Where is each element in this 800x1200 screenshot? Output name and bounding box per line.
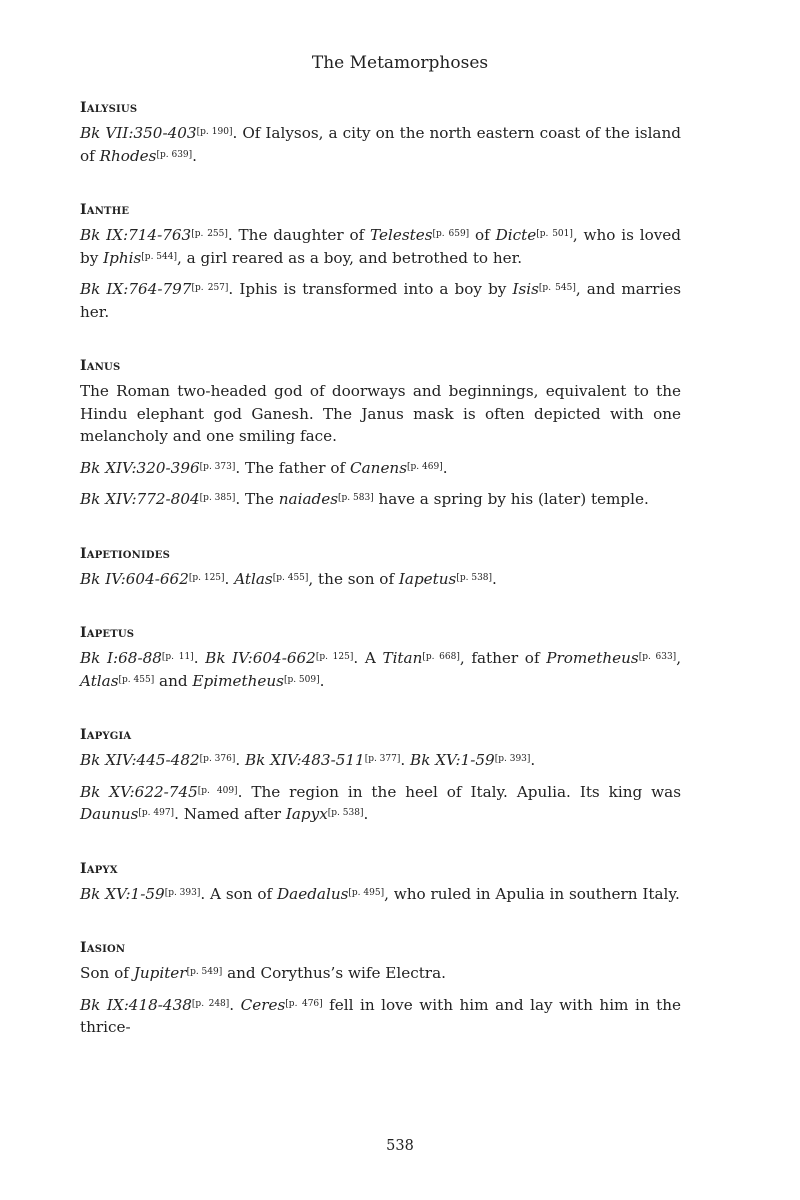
page-reference[interactable]: [p. 409] — [197, 785, 238, 796]
body-text: fell in love with him and lay with him in the thrice- — [80, 995, 681, 1036]
glossary-entry — [80, 727, 681, 826]
reference-term[interactable]: Bk XIV:483-511 — [245, 751, 365, 769]
reference-term[interactable]: Dicte — [495, 226, 537, 244]
reference-term[interactable]: Canens — [349, 458, 408, 477]
page-reference[interactable]: [p. 544] — [141, 251, 177, 262]
entry-paragraph — [80, 994, 681, 1039]
body-text: . — [193, 649, 206, 667]
glossary-entry — [80, 625, 681, 692]
reference-term[interactable]: Bk IX:714-763 — [80, 226, 192, 244]
entry-heading: Ianthe — [80, 202, 130, 218]
body-text: . The daughter of — [227, 226, 371, 244]
reference-term[interactable]: Bk IX:418-438 — [80, 995, 192, 1014]
entry-heading: Iasion — [80, 940, 126, 956]
reference-term[interactable]: Daunus — [80, 805, 139, 823]
body-text: of — [469, 226, 496, 244]
page-reference[interactable]: [p. 659] — [432, 229, 470, 239]
body-text: , who is loved by — [80, 226, 682, 267]
body-text: . The — [235, 490, 279, 508]
reference-term[interactable]: Daedalus — [276, 884, 349, 903]
page-reference[interactable]: [p. 257] — [191, 283, 229, 293]
body-text: and — [154, 671, 193, 690]
reference-term[interactable]: Bk XV:622-745 — [80, 782, 198, 801]
body-text: . — [442, 458, 448, 477]
entry-heading: Iapygia — [80, 727, 132, 743]
entry-heading: Iapetionides — [80, 545, 171, 562]
page-reference[interactable]: [p. 633] — [638, 652, 677, 662]
glossary-entry — [80, 100, 681, 167]
body-text: , the son of — [308, 569, 399, 588]
page-reference[interactable]: [p. 11] — [161, 652, 194, 662]
page-reference[interactable]: [p. 538] — [456, 572, 493, 583]
reference-term[interactable]: Iapetus — [398, 569, 457, 588]
page-reference[interactable]: [p. 501] — [536, 229, 573, 239]
body-text: . A — [353, 649, 383, 667]
reference-term[interactable]: Bk XIV:320-396 — [80, 458, 200, 477]
reference-term[interactable]: Bk XIV:445-482 — [80, 751, 200, 769]
page-reference[interactable]: [p. 393] — [164, 887, 201, 898]
page-reference[interactable]: [p. 549] — [186, 967, 223, 977]
body-text: . — [530, 751, 536, 769]
reference-term[interactable]: Titan — [382, 649, 423, 667]
body-text: , who ruled in Apulia in southern Italy. — [384, 884, 680, 903]
page-reference[interactable]: [p. 248] — [191, 998, 230, 1009]
body-text: . — [192, 146, 197, 165]
body-text: have a spring by his (later) temple. — [373, 490, 649, 508]
reference-term[interactable]: Bk XV:1-59 — [410, 751, 495, 769]
reference-term[interactable]: Bk I:68-88 — [80, 649, 162, 667]
reference-term[interactable]: Rhodes — [99, 146, 157, 165]
reference-term[interactable]: Atlas — [234, 569, 273, 588]
entry-paragraph — [80, 568, 681, 591]
entry-heading: Iapyx — [80, 860, 118, 877]
reference-term[interactable]: Ceres — [240, 995, 286, 1014]
body-text: , father of — [459, 649, 547, 667]
entry-paragraph — [80, 380, 681, 448]
body-text: . Named after — [174, 805, 286, 823]
reference-term[interactable]: Iphis — [103, 248, 142, 267]
entry-paragraph — [80, 122, 681, 167]
body-text: The Roman two-headed god of doorways and beginnings, equivalent to the Hindu elephant god Ganesh. The Janus mask is often depicted with one melancholy and one smiling face. — [80, 382, 681, 445]
page-reference[interactable]: [p. 190] — [196, 127, 233, 137]
reference-term[interactable]: Epimetheus — [192, 671, 284, 690]
body-text: . — [400, 751, 411, 769]
entry-paragraph — [80, 883, 681, 906]
reference-term[interactable]: Telestes — [370, 226, 433, 244]
body-text: , — [676, 649, 682, 667]
glossary-entry — [80, 940, 681, 1039]
body-text: , a girl reared as a boy, and betrothed to her. — [176, 248, 523, 267]
entry-paragraph — [80, 647, 681, 692]
page-reference[interactable]: [p. 455] — [118, 674, 155, 685]
body-text: . Of Ialysos, a city on the north eastern coast of the island of — [80, 124, 681, 165]
entry-paragraph — [80, 457, 681, 480]
body-text: . Iphis is transformed into a boy by — [228, 280, 513, 298]
body-text: . — [319, 671, 325, 690]
entry-heading: Ialysius — [80, 100, 138, 116]
glossary-content — [80, 100, 681, 1074]
entry-heading: Ianus — [80, 358, 121, 374]
body-text: . — [235, 751, 246, 769]
page-reference[interactable]: [p. 668] — [422, 652, 460, 662]
page-number: 538 — [386, 1138, 414, 1154]
page-reference[interactable]: [p. 545] — [538, 283, 576, 293]
entry-heading: Iapetus — [80, 625, 135, 641]
body-text: . — [224, 569, 235, 588]
entry-paragraph — [80, 488, 681, 511]
reference-term[interactable]: Bk XIV:772-804 — [80, 490, 200, 508]
reference-term[interactable]: Bk IX:764-797 — [80, 280, 192, 298]
body-text: . A son of — [200, 884, 277, 903]
entry-paragraph — [80, 962, 681, 985]
glossary-entry — [80, 202, 681, 323]
reference-term[interactable]: Isis — [512, 280, 539, 298]
page-reference[interactable]: [p. 255] — [191, 229, 228, 239]
page-reference[interactable]: [p. 377] — [364, 754, 401, 764]
body-text: . — [492, 569, 497, 588]
glossary-entry — [80, 358, 681, 511]
reference-term[interactable]: Iapyx — [285, 805, 328, 823]
body-text: and Corythus’s wife Electra. — [222, 964, 446, 982]
page-reference[interactable]: [p. 469] — [407, 461, 443, 472]
entry-paragraph — [80, 278, 681, 323]
page-title: The Metamorphoses — [311, 53, 489, 73]
page-reference[interactable]: [p. 373] — [199, 461, 236, 472]
reference-term[interactable]: Bk IV:604-662 — [205, 649, 316, 667]
page-reference[interactable]: [p. 497] — [138, 808, 175, 818]
page-reference[interactable]: [p. 125] — [315, 652, 354, 662]
body-text: . — [363, 805, 369, 823]
entry-paragraph — [80, 224, 681, 269]
page-reference[interactable]: [p. 495] — [348, 887, 385, 898]
page-reference[interactable]: [p. 125] — [188, 572, 225, 583]
body-text: . — [229, 995, 241, 1014]
reference-term[interactable]: Jupiter — [133, 964, 187, 982]
page-reference[interactable]: [p. 476] — [285, 998, 323, 1009]
glossary-entry — [80, 861, 681, 906]
page-reference[interactable]: [p. 393] — [494, 754, 531, 764]
page-reference[interactable]: [p. 583] — [338, 493, 374, 503]
reference-term[interactable]: Bk VII:350-403 — [80, 124, 197, 142]
body-text: . The father of — [235, 458, 350, 477]
body-text: , and marries her. — [80, 280, 682, 321]
page-reference[interactable]: [p. 538] — [327, 808, 364, 818]
reference-term[interactable]: Bk XV:1-59 — [80, 884, 165, 903]
page-reference[interactable]: [p. 639] — [156, 149, 193, 160]
reference-term[interactable]: Bk IV:604-662 — [80, 569, 189, 588]
reference-term[interactable]: naiades — [278, 490, 339, 508]
body-text: . The region in the heel of Italy. Apulia. Its king was — [237, 782, 681, 801]
page-reference[interactable]: [p. 509] — [283, 674, 320, 685]
reference-term[interactable]: Atlas — [80, 671, 119, 690]
page-reference[interactable]: [p. 376] — [199, 754, 236, 764]
page-reference[interactable]: [p. 385] — [199, 493, 236, 503]
reference-term[interactable]: Prometheus — [546, 649, 639, 667]
body-text: Son of — [80, 964, 134, 982]
glossary-entry — [80, 546, 681, 591]
entry-paragraph — [80, 781, 681, 826]
page-reference[interactable]: [p. 455] — [272, 572, 309, 583]
entry-paragraph — [80, 749, 681, 772]
